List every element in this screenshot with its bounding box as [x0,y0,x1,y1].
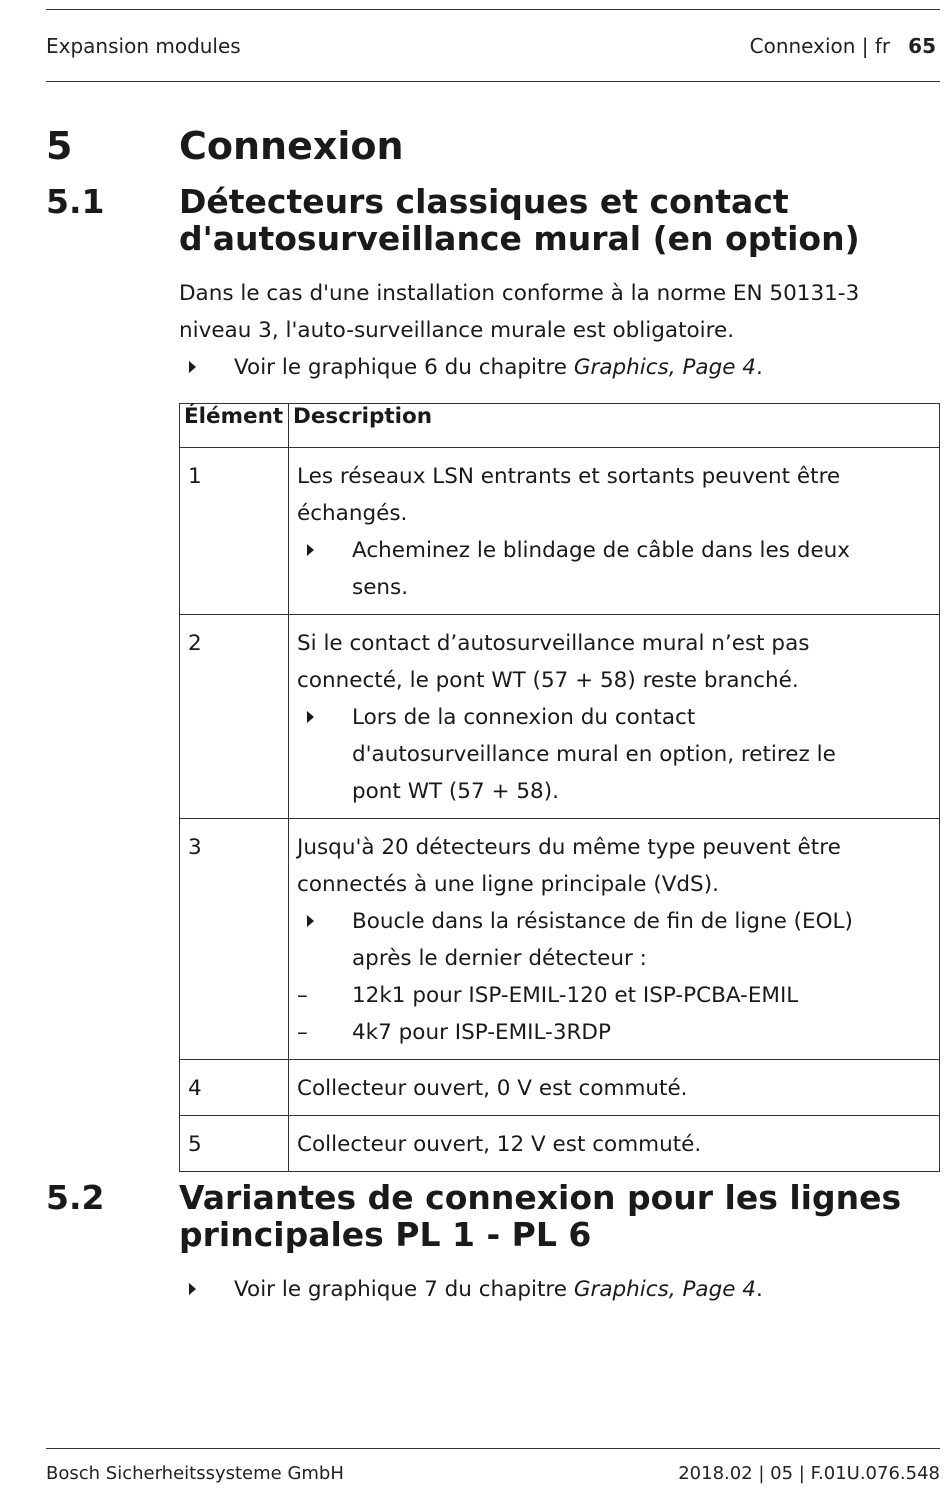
dash-marker: – [297,983,308,1008]
table-row [180,615,940,819]
bullet-triangle-icon [307,711,314,723]
section-5-1-title-line2: d'autosurveillance mural (en option) [179,219,860,258]
row-2-bullet-line-3: pont WT (57 + 58). [352,779,559,804]
table-cell-element: 2 [180,615,289,819]
dash-marker: – [297,1020,308,1045]
intro-bullet-text [234,349,763,386]
intro-line-2: niveau 3, l'auto-surveillance murale est obligatoire. [179,318,735,343]
section-5-2-number: 5.2 [46,1178,105,1217]
table-cell-element: 3 [180,819,289,1060]
row-3-bullet-line-2: après le dernier détecteur : [352,946,647,971]
section-5-2-bullet-text [234,1271,763,1308]
bullet-triangle-icon [307,544,314,556]
row-3-bullet-line-1: Boucle dans la résistance de fin de ligne (EOL) [352,909,853,934]
section-5-2-bullet [179,1271,939,1308]
page-number: 65 [908,34,936,58]
row-2-line-2: connecté, le pont WT (57 + 58) reste branché. [297,668,799,693]
table-header-description: Description [289,404,940,448]
header-section [750,34,936,58]
section-5-2-title-line2: principales PL 1 - PL 6 [179,1215,592,1254]
header-section-label: Connexion | fr [749,34,891,58]
table-cell-description [289,1116,940,1172]
row-3-line-2: connectés à une ligne principale (VdS). [297,872,719,897]
intro-bullet-prefix: Voir le graphique 6 du chapitre [234,355,574,380]
row-2-bullet-line-2: d'autosurveillance mural en option, retirez le [352,742,836,767]
bullet-triangle-icon [307,915,314,927]
table-header-row [180,404,940,448]
table-header-element: Élément [180,404,289,448]
table-cell-description [289,448,940,615]
row-3-dash-text-2: 4k7 pour ISP-EMIL-3RDP [352,1020,611,1045]
section-5-2-title [179,1179,901,1253]
table-row [180,1116,940,1172]
section-5-2-bullet-suffix: . [756,1277,763,1302]
section-5-1-title [179,183,860,257]
footer-rule [46,1448,940,1449]
table-cell-element: 4 [180,1060,289,1116]
bullet-triangle-icon [189,1283,196,1295]
row-1-bullet-line-2: sens. [352,575,409,600]
footer-company: Bosch Sicherheitssysteme GmbH [46,1463,344,1484]
section-5-1-title-line1: Détecteurs classiques et contact [179,182,789,221]
table-cell-element: 5 [180,1116,289,1172]
table-cell-description [289,1060,940,1116]
row-3-dash-item-1 [297,977,931,1014]
intro-bullet-suffix: . [756,355,763,380]
graphics-reference-link[interactable]: Graphics, Page 4 [573,1277,756,1302]
element-description-table [179,403,940,1172]
row-2-bullet [297,699,931,810]
section-5-1-number: 5.1 [46,182,105,221]
graphics-reference-link[interactable]: Graphics, Page 4 [573,355,756,380]
row-1-line-2: échangés. [297,501,408,526]
header-doc-title: Expansion modules [46,34,241,58]
row-1-line-1: Les réseaux LSN entrants et sortants peuvent être [297,464,841,489]
row-3-line-1: Jusqu'à 20 détecteurs du même type peuvent être [297,835,841,860]
section-5-title: Connexion [179,124,404,168]
row-1-bullet-line-1: Acheminez le blindage de câble dans les deux [352,538,851,563]
row-2-bullet-line-1: Lors de la connexion du contact [352,705,696,730]
row-2-line-1: Si le contact d’autosurveillance mural n’est pas [297,631,810,656]
row-3-bullet [297,903,931,977]
row-3-dash-item-2 [297,1014,931,1051]
table-cell-description [289,819,940,1060]
table-cell-description [289,615,940,819]
row-5-line-1: Collecteur ouvert, 12 V est commuté. [297,1132,702,1157]
header-top-rule [46,9,940,10]
intro-bullet [179,349,939,386]
section-5-number: 5 [46,124,73,168]
bullet-triangle-icon [189,361,196,373]
row-4-line-1: Collecteur ouvert, 0 V est commuté. [297,1076,688,1101]
table-row [180,1060,940,1116]
table-row [180,819,940,1060]
intro-line-1: Dans le cas d'une installation conforme à la norme EN 50131-3 [179,281,860,306]
table-cell-element: 1 [180,448,289,615]
intro-paragraph [179,275,939,349]
row-3-dash-text-1: 12k1 pour ISP-EMIL-120 et ISP-PCBA-EMIL [352,983,799,1008]
section-5-2-title-line1: Variantes de connexion pour les lignes [179,1178,902,1217]
section-5-2-bullet-prefix: Voir le graphique 7 du chapitre [234,1277,574,1302]
header-bottom-rule [46,81,940,82]
row-1-bullet [297,532,931,606]
table-row [180,448,940,615]
footer-doc-id: 2018.02 | 05 | F.01U.076.548 [678,1463,940,1484]
